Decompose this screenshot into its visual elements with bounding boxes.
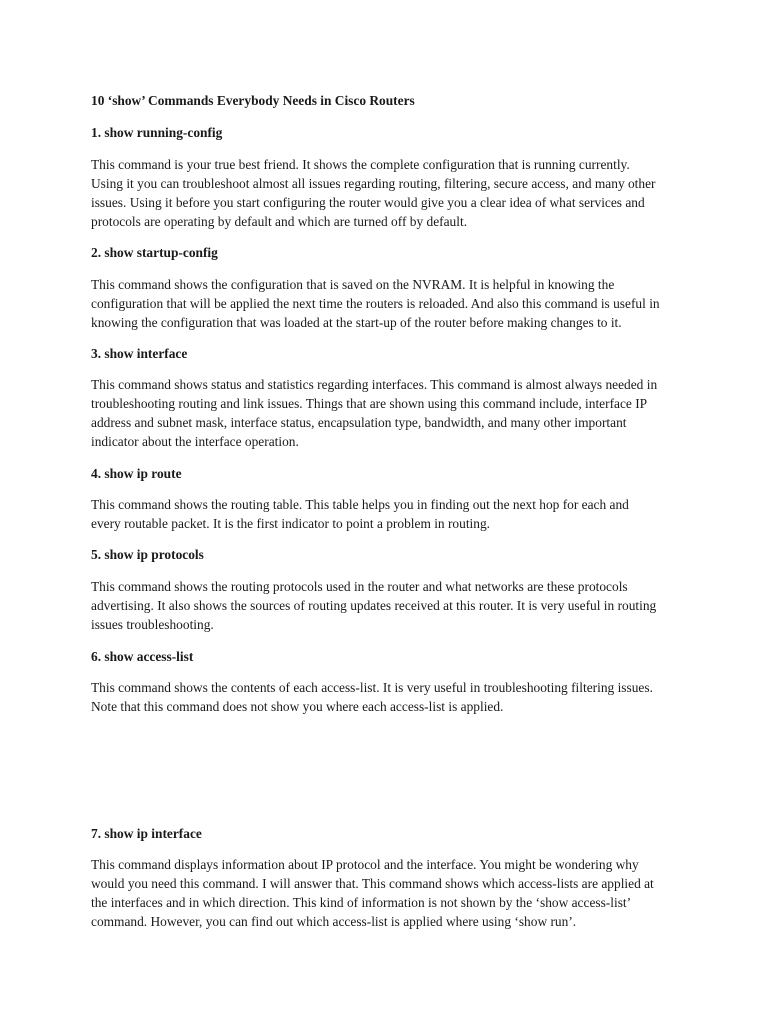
paragraph-line: troubleshooting routing and link issues. Things that are shown using this command include, interface IP bbox=[91, 396, 648, 411]
section-heading-show-access-list: 6. show access-list bbox=[91, 649, 194, 664]
paragraph-line: issues troubleshooting. bbox=[91, 617, 214, 632]
paragraph-line: the interfaces and in which direction. This kind of information is not shown by the ‘show access-list’ bbox=[91, 895, 632, 910]
document-title: 10 ‘show’ Commands Everybody Needs in Cisco Routers bbox=[91, 93, 415, 108]
paragraph-line: configuration that will be applied the next time the routers is reloaded. And also this command is useful in bbox=[91, 296, 660, 311]
paragraph-line: This command shows the contents of each access-list. It is very useful in troubleshooting filtering issues. bbox=[91, 680, 653, 695]
paragraph-line: indicator about the interface operation. bbox=[91, 434, 299, 449]
paragraph-line: would you need this command. I will answer that. This command shows which access-lists are applied at bbox=[91, 876, 654, 891]
paragraph-line: knowing the configuration that was loaded at the start-up of the router before making changes to it. bbox=[91, 315, 622, 330]
section-heading-show-startup-config: 2. show startup-config bbox=[91, 245, 218, 260]
paragraph-line: issues. Using it before you start configuring the router would give you a clear idea of what services and bbox=[91, 195, 645, 210]
paragraph-line: command. However, you can find out which access-list is applied where using ‘show run’. bbox=[91, 914, 577, 929]
paragraph-line: address and subnet mask, interface status, encapsulation type, bandwidth, and many other important bbox=[91, 415, 627, 430]
paragraph-line: This command shows the configuration that is saved on the NVRAM. It is helpful in knowing the bbox=[91, 277, 615, 292]
section-heading-show-ip-route: 4. show ip route bbox=[91, 466, 182, 481]
paragraph-line: This command shows the routing table. This table helps you in finding out the next hop for each and bbox=[91, 497, 629, 512]
section-heading-show-ip-protocols: 5. show ip protocols bbox=[91, 547, 204, 562]
paragraph-line: This command is your true best friend. It shows the complete configuration that is running currently. bbox=[91, 157, 630, 172]
paragraph-line: every routable packet. It is the first indicator to point a problem in routing. bbox=[91, 516, 491, 531]
section-heading-show-ip-interface: 7. show ip interface bbox=[91, 826, 202, 841]
paragraph-line: advertising. It also shows the sources of routing updates received at this router. It is very useful in routing bbox=[91, 598, 657, 613]
paragraph-line: This command shows the routing protocols used in the router and what networks are these protocols bbox=[91, 579, 628, 594]
paragraph-line: protocols are operating by default and which are turned off by default. bbox=[91, 214, 468, 229]
paragraph-line: This command shows status and statistics regarding interfaces. This command is almost always needed in bbox=[91, 377, 658, 392]
paragraph-line: Note that this command does not show you where each access-list is applied. bbox=[91, 699, 504, 714]
paragraph-line: This command displays information about IP protocol and the interface. You might be wondering why bbox=[91, 857, 639, 872]
paragraph-line: Using it you can troubleshoot almost all issues regarding routing, filtering, secure access, and many other bbox=[91, 176, 656, 191]
section-heading-show-running-config: 1. show running-config bbox=[91, 125, 223, 140]
section-heading-show-interface: 3. show interface bbox=[91, 346, 188, 361]
